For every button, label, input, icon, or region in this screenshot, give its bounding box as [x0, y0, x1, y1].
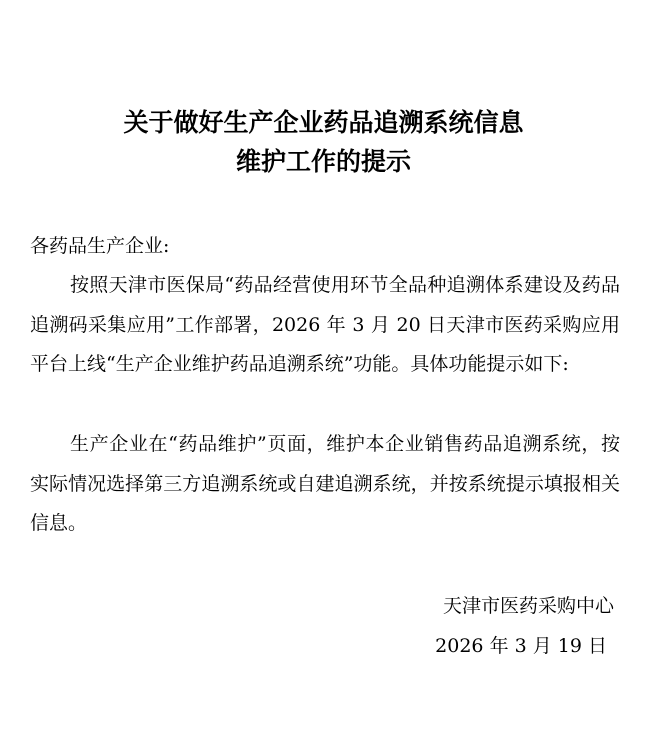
signature-organization: 天津市医药采购中心	[442, 595, 614, 617]
document-title-line-2: 维护工作的提示	[235, 147, 411, 176]
signature-date: 2026 年 3 月 19 日	[435, 635, 607, 657]
paragraph-2: 生产企业在“药品维护”页面，维护本企业销售药品追溯系统，按实际情况选择第三方追溯系统或自建追溯系统，并按系统提示填报相关信息。	[30, 433, 620, 534]
paragraph-1: 按照天津市医保局“药品经营使用环节全品种追溯体系建设及药品追溯码采集应用”工作部署，2026 年 3 月 20 日天津市医药采购应用平台上线“生产企业维护药品追溯系统”功能。具体功能提示如下:	[30, 274, 620, 375]
salutation: 各药品生产企业:	[30, 235, 170, 257]
document-title-line-1: 关于做好生产企业药品追溯系统信息	[123, 108, 524, 137]
